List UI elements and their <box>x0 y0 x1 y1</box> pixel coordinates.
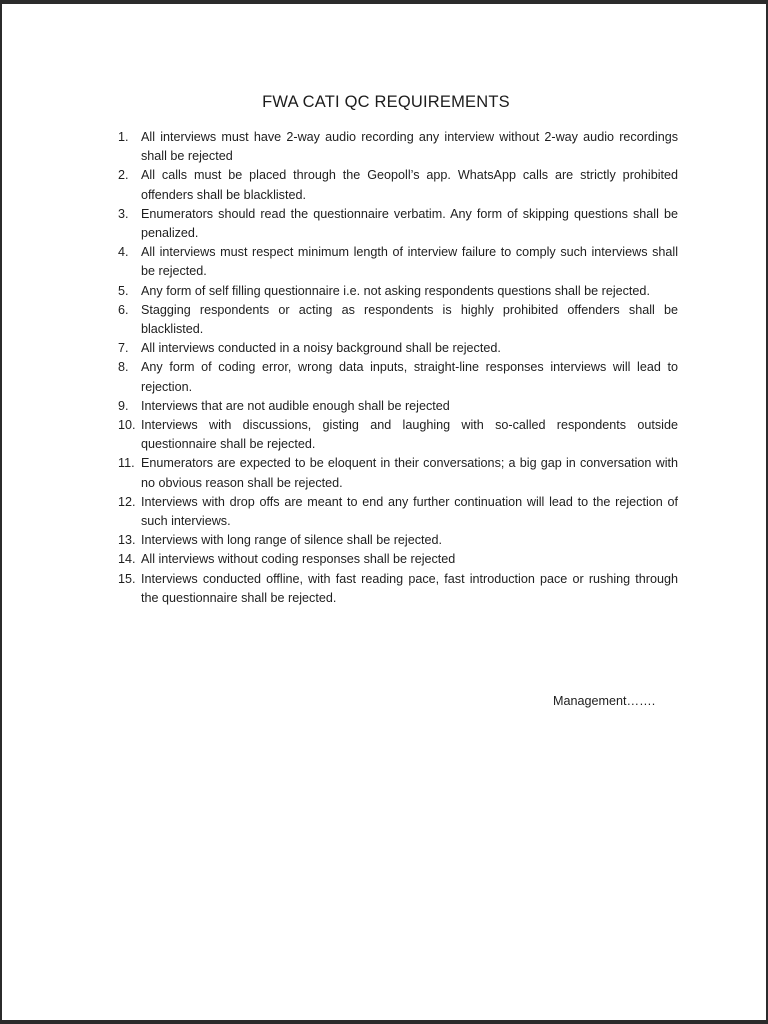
item-text: All interviews must have 2-way audio recording any interview without 2-way audio recordings shall be rejected <box>141 130 678 164</box>
list-item <box>118 205 678 243</box>
item-text: Stagging respondents or acting as respondents is highly prohibited offenders shall be blacklisted. <box>141 302 678 337</box>
item-number: 1. <box>118 130 129 144</box>
list-item <box>118 358 678 396</box>
item-text: Interviews conducted offline, with fast reading pace, fast introduction pace or rushing through the questionnaire shall be rejected. <box>141 571 678 605</box>
item-text: All interviews must respect minimum length of interview failure to comply such interviews shall be rejected. <box>141 245 678 279</box>
item-number: 5. <box>118 283 129 298</box>
item-number: 15. <box>118 571 136 586</box>
item-text: Interviews that are not audible enough shall be rejected <box>141 398 450 413</box>
list-item <box>118 570 678 608</box>
item-text: Enumerators should read the questionnaire verbatim. Any form of skipping questions shall be penalized. <box>141 206 678 241</box>
signature-line: Management……. <box>553 694 656 708</box>
list-item <box>118 493 678 531</box>
list-item <box>118 166 678 204</box>
list-item <box>118 243 678 281</box>
list-item <box>118 128 678 166</box>
item-number: 10. <box>118 418 136 433</box>
item-number: 11. <box>118 456 135 471</box>
item-text: Interviews with long range of silence shall be rejected. <box>141 533 443 548</box>
list-item <box>118 416 678 454</box>
list-item <box>118 454 678 492</box>
item-number: 8. <box>118 360 129 375</box>
requirements-list <box>118 128 678 608</box>
item-text: All calls must be placed through the Geopoll’s app. WhatsApp calls are strictly prohibited offenders shall be blacklisted. <box>141 168 678 202</box>
list-item <box>118 531 678 550</box>
item-text: All interviews without coding responses shall be rejected <box>141 552 456 567</box>
list-item <box>118 397 678 416</box>
item-number: 14. <box>118 552 136 567</box>
item-number: 3. <box>118 206 129 221</box>
item-number: 2. <box>118 168 129 183</box>
document-page <box>2 4 766 1020</box>
list-item <box>118 339 678 358</box>
item-text: Enumerators are expected to be eloquent in their conversations; a big gap in conversation with no obvious reason shall be rejected. <box>141 456 678 490</box>
item-number: 9. <box>118 398 129 413</box>
item-text: All interviews conducted in a noisy background shall be rejected. <box>141 341 501 356</box>
item-number: 4. <box>118 245 129 260</box>
item-text: Any form of coding error, wrong data inputs, straight-line responses interviews will lead to rejection. <box>141 360 678 394</box>
list-item <box>118 282 678 301</box>
item-number: 12. <box>118 494 136 509</box>
item-number: 6. <box>118 302 129 317</box>
item-text: Any form of self filling questionnaire i.e. not asking respondents questions shall be rejected. <box>141 283 650 298</box>
list-item <box>118 550 678 569</box>
item-text: Interviews with drop offs are meant to end any further continuation will lead to the rejection of such interviews. <box>141 494 678 529</box>
item-text: Interviews with discussions, gisting and laughing with so-called respondents outside questionnaire shall be rejected. <box>141 418 678 452</box>
item-number: 7. <box>118 341 129 356</box>
document-title: FWA CATI QC REQUIREMENTS <box>262 93 510 111</box>
item-number: 13. <box>118 533 136 548</box>
list-item <box>118 301 678 339</box>
